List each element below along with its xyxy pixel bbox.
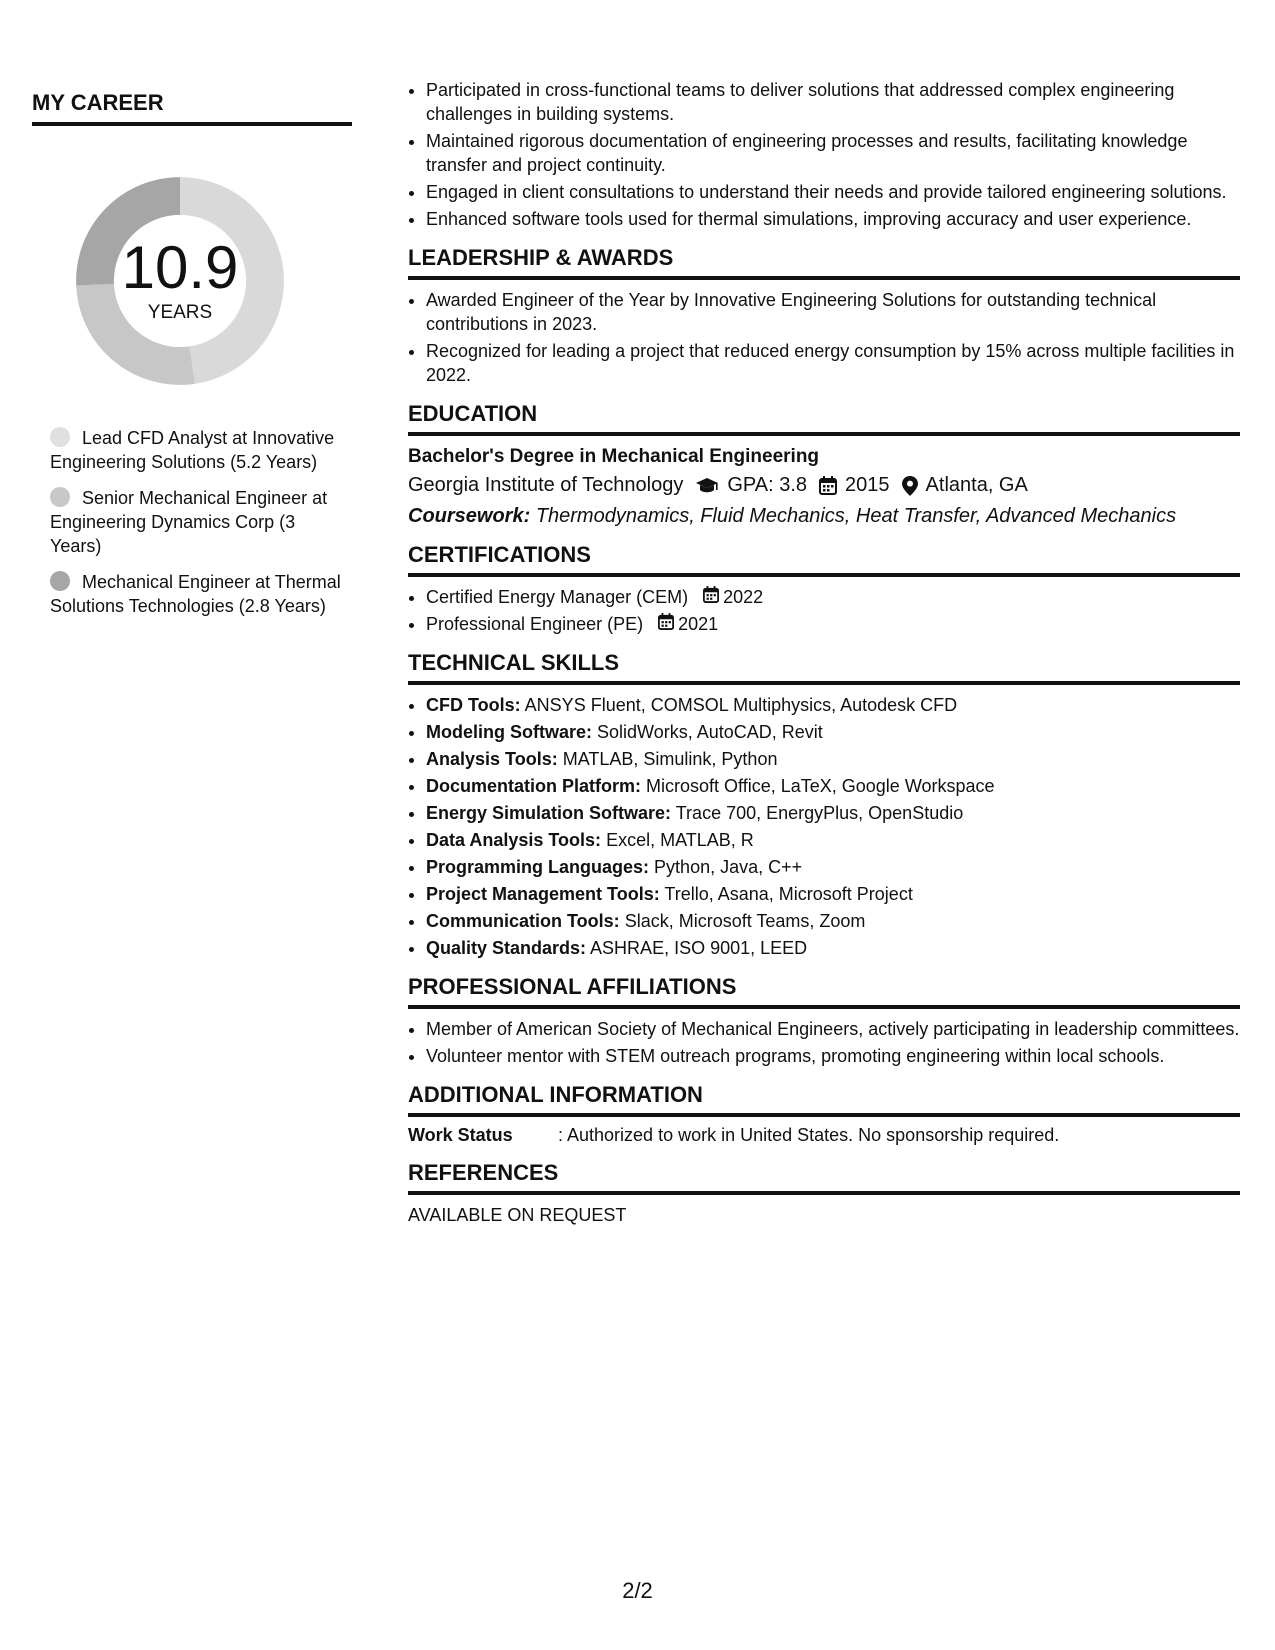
list-item (426, 855, 1240, 879)
experience-continued (408, 78, 1240, 231)
coursework-label: Coursework: (408, 505, 531, 527)
skill-value: Trello, Asana, Microsoft Project (664, 884, 913, 904)
additional-info-section (408, 1082, 1240, 1146)
list-item (426, 774, 1240, 798)
skill-value: Python, Java, C++ (654, 857, 803, 877)
gpa-value: GPA: 3.8 (727, 474, 808, 496)
list-item (426, 828, 1240, 852)
skill-label: CFD Tools: (426, 695, 521, 715)
list-item (426, 693, 1240, 717)
total-years-unit: YEARS (147, 302, 213, 323)
cert-date (658, 612, 718, 636)
calendar-icon (703, 585, 723, 609)
cert-date (703, 585, 763, 609)
skill-label: Quality Standards: (426, 938, 587, 958)
list-item: • Member of American Society of Mechanical Engineers, actively participating in leadership committees. (426, 1017, 1240, 1041)
list-item (426, 936, 1240, 960)
list-item (426, 720, 1240, 744)
career-list (50, 426, 350, 618)
skills-list (408, 693, 1240, 960)
skill-value: SolidWorks, AutoCAD, Revit (597, 722, 823, 742)
calendar-icon (658, 612, 678, 636)
skill-label: Energy Simulation Software: (426, 803, 672, 823)
education-details (408, 474, 1240, 497)
list-item (426, 882, 1240, 906)
list-item (426, 801, 1240, 825)
graduation-year: 2015 (845, 474, 890, 496)
skill-label: Modeling Software: (426, 722, 592, 742)
coursework (408, 505, 1240, 528)
skill-label: Documentation Platform: (426, 776, 642, 796)
section-title: CERTIFICATIONS (408, 542, 1240, 577)
references-text: AVAILABLE ON REQUEST (408, 1205, 627, 1225)
school-name: Georgia Institute of Technology (408, 474, 684, 496)
skill-value: ASHRAE, ISO 9001, LEED (590, 938, 808, 958)
work-status-row (408, 1125, 1240, 1146)
work-status-label: Work Status (408, 1125, 513, 1145)
career-item (50, 570, 350, 618)
skill-value: Slack, Microsoft Teams, Zoom (624, 911, 866, 931)
donut-center (65, 166, 295, 396)
graduation-cap-icon (695, 477, 719, 495)
section-title: ADDITIONAL INFORMATION (408, 1082, 1240, 1117)
skill-label: Communication Tools: (426, 911, 620, 931)
cert-name: Professional Engineer (PE) (426, 614, 644, 634)
skill-value: Excel, MATLAB, R (606, 830, 754, 850)
education-section (408, 401, 1240, 528)
school-location: Atlanta, GA (925, 474, 1028, 496)
career-text: Mechanical Engineer at Thermal Solutions Technologies (2.8 Years) (50, 572, 341, 616)
career-dot-icon (50, 427, 70, 447)
list-item: • Enhanced software tools used for thermal simulations, improving accuracy and user experience. (426, 207, 1240, 231)
list-item: • Engaged in client consultations to understand their needs and provide tailored engineering solutions. (426, 180, 1240, 204)
list-item (426, 612, 1240, 636)
section-title: EDUCATION (408, 401, 1240, 436)
skill-label: Project Management Tools: (426, 884, 660, 904)
section-title: LEADERSHIP & AWARDS (408, 245, 1240, 280)
list-item: • Awarded Engineer of the Year by Innovative Engineering Solutions for outstanding technical contributions in 2023. (426, 288, 1240, 336)
list-item: • Participated in cross-functional teams to deliver solutions that addressed complex engineering challenges in building systems. (426, 78, 1240, 126)
list-item: • Maintained rigorous documentation of engineering processes and results, facilitating knowledge transfer and project continuity. (426, 129, 1240, 177)
list-item: • Recognized for leading a project that reduced energy consumption by 15% across multiple facilities in 2022. (426, 339, 1240, 387)
leadership-section (408, 245, 1240, 387)
cert-year: 2021 (678, 614, 719, 634)
career-sidebar (32, 90, 352, 630)
section-title: PROFESSIONAL AFFILIATIONS (408, 974, 1240, 1009)
career-dot-icon (50, 571, 70, 591)
page-number: 2/2 (622, 1578, 653, 1603)
degree-title: Bachelor's Degree in Mechanical Engineering (408, 446, 820, 467)
experience-bullets (408, 78, 1240, 231)
location-pin-icon (902, 476, 918, 496)
certifications-list (408, 585, 1240, 636)
leadership-list (408, 288, 1240, 387)
skills-section (408, 650, 1240, 960)
total-years-value: 10.9 (121, 234, 239, 301)
skill-value: Trace 700, EnergyPlus, OpenStudio (675, 803, 964, 823)
cert-year: 2022 (723, 587, 764, 607)
career-item (50, 486, 350, 558)
list-item (426, 585, 1240, 609)
career-text: Senior Mechanical Engineer at Engineering Dynamics Corp (3 Years) (50, 488, 328, 556)
skill-label: Data Analysis Tools: (426, 830, 602, 850)
list-item: • Volunteer mentor with STEM outreach programs, promoting engineering within local schools. (426, 1044, 1240, 1068)
section-title: REFERENCES (408, 1160, 1240, 1195)
career-title: MY CAREER (32, 90, 352, 126)
career-donut-chart (65, 166, 295, 396)
affiliations-section (408, 974, 1240, 1068)
affiliations-list (408, 1017, 1240, 1068)
coursework-text: Thermodynamics, Fluid Mechanics, Heat Transfer, Advanced Mechanics (535, 505, 1177, 527)
cert-name: Certified Energy Manager (CEM) (426, 587, 689, 607)
skill-label: Programming Languages: (426, 857, 650, 877)
skill-value: Microsoft Office, LaTeX, Google Workspace (646, 776, 995, 796)
skill-label: Analysis Tools: (426, 749, 558, 769)
section-title: TECHNICAL SKILLS (408, 650, 1240, 685)
main-content (408, 78, 1240, 1240)
skill-value: ANSYS Fluent, COMSOL Multiphysics, Autodesk CFD (524, 695, 958, 715)
list-item (426, 909, 1240, 933)
certifications-section (408, 542, 1240, 636)
calendar-icon (819, 476, 837, 495)
skill-value: MATLAB, Simulink, Python (562, 749, 778, 769)
work-status-value: : Authorized to work in United States. No sponsorship required. (558, 1125, 1060, 1145)
career-text: Lead CFD Analyst at Innovative Engineering Solutions (5.2 Years) (50, 428, 335, 472)
career-dot-icon (50, 487, 70, 507)
career-item (50, 426, 350, 474)
list-item (426, 747, 1240, 771)
references-section (408, 1160, 1240, 1226)
